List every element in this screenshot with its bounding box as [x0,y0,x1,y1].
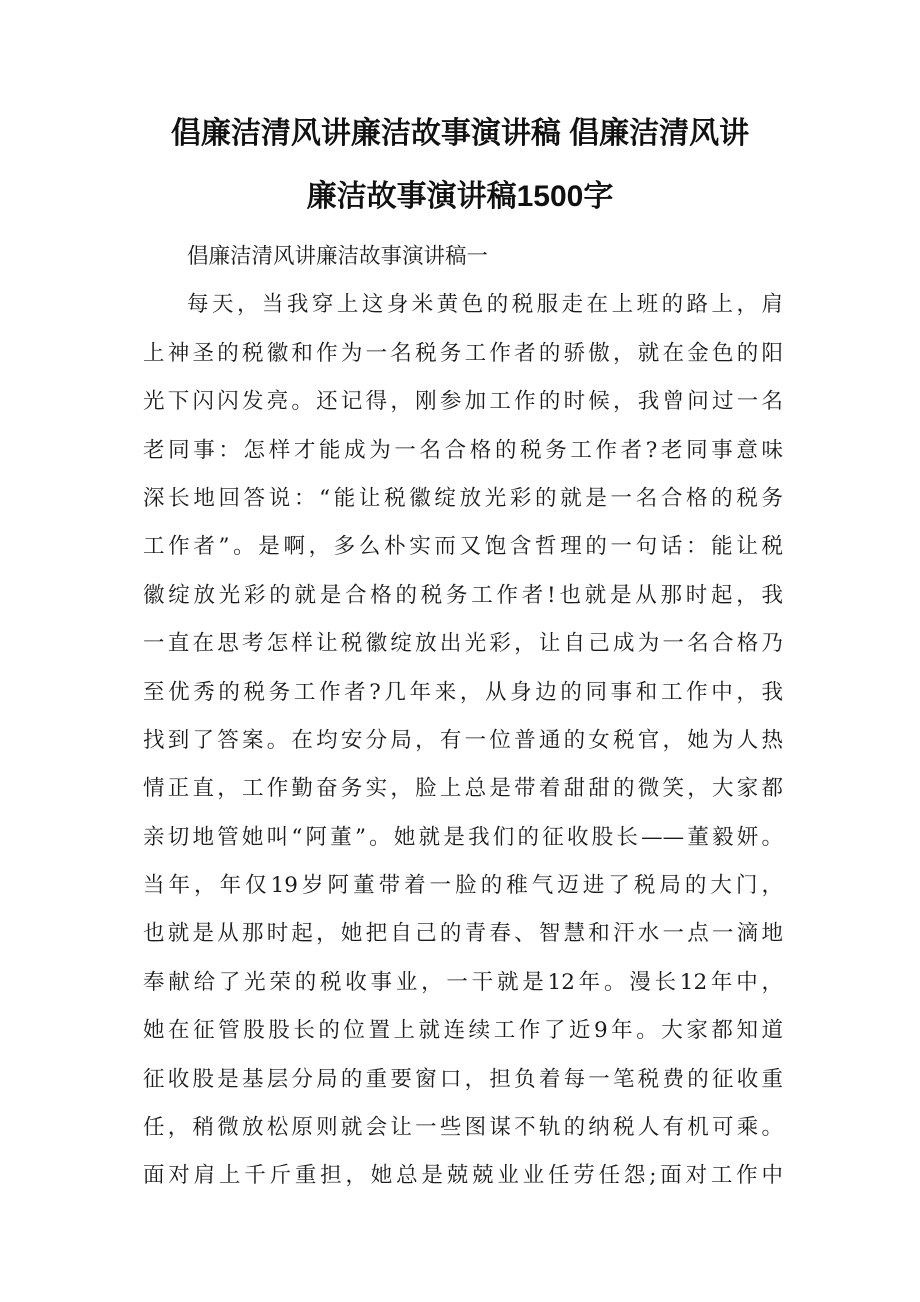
paragraph-line: 上神圣的税徽和作为一名税务工作者的骄傲，就在金色的阳 [143,340,783,366]
paragraph-line: 工作者”。是啊，多么朴实而又饱含哲理的一句话：能让税 [143,534,783,560]
document-body [143,233,783,1201]
paragraph-line: 找到了答案。在均安分局，有一位普通的女税官，她为人热 [143,727,783,753]
paragraph-line: 情正直，工作勤奋务实，脸上总是带着甜甜的微笑，大家都 [143,776,783,802]
section-subheading: 倡廉洁清风讲廉洁故事演讲稿一 [187,244,489,269]
document-title-line-1: 倡廉洁清风讲廉洁故事演讲稿 倡廉洁清风讲 [170,117,750,150]
paragraph-line: 奉献给了光荣的税收事业，一干就是12年。漫长12年中， [143,969,783,995]
paragraph-line: 亲切地管她叫“阿董”。她就是我们的征收股长——董毅妍。 [143,824,783,850]
paragraph-line: 老同事：怎样才能成为一名合格的税务工作者?老同事意味 [143,437,783,463]
paragraph-line: 当年，年仅19岁阿董带着一脸的稚气迈进了税局的大门， [143,873,783,899]
paragraph-line: 深长地回答说：“能让税徽绽放光彩的就是一名合格的税务 [143,485,783,511]
paragraph-line: 任，稍微放松原则就会让一些图谋不轨的纳税人有机可乘。 [143,1115,783,1141]
paragraph-line: 至优秀的税务工作者?几年来，从身边的同事和工作中，我 [143,679,783,705]
paragraph-line: 一直在思考怎样让税徽绽放出光彩，让自己成为一名合格乃 [143,631,783,657]
document-title-line-2: 廉洁故事演讲稿1500字 [306,180,614,213]
paragraph-line: 也就是从那时起，她把自己的青春、智慧和汗水一点一滴地 [143,921,783,947]
paragraph-line: 面对肩上千斤重担，她总是兢兢业业任劳任怨;面对工作中 [143,1163,783,1189]
paragraph-line: 征收股是基层分局的重要窗口，担负着每一笔税费的征收重 [143,1066,783,1092]
paragraph-line: 每天，当我穿上这身米黄色的税服走在上班的路上，肩 [187,292,783,318]
paragraph-line: 她在征管股股长的位置上就连续工作了近9年。大家都知道 [143,1018,783,1044]
paragraph-line: 徽绽放光彩的就是合格的税务工作者!也就是从那时起，我 [143,582,783,608]
paragraph-line: 光下闪闪发亮。还记得，刚参加工作的时候，我曾问过一名 [143,389,783,415]
